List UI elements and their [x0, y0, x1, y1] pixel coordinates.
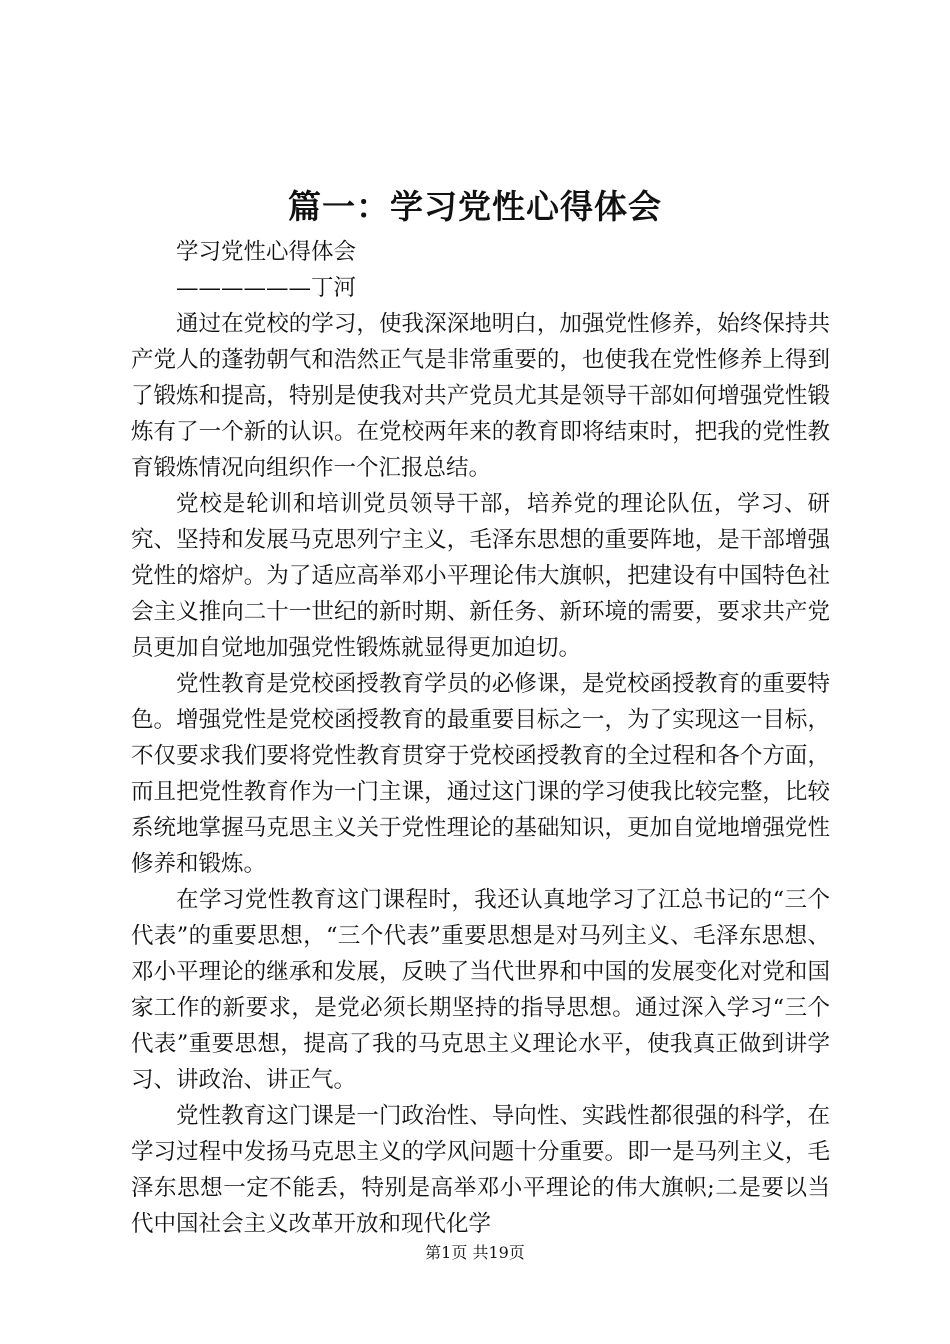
subtitle: 学习党性心得体会	[176, 239, 357, 265]
paragraph-3: 党性教育是党校函授教育学员的必修课，是党校函授教育的重要特色。增强党性是党校函授教育的最重要目标之一，为了实现这一目标，不仅要求我们要将党性教育贯穿于党校函授教育的全过程和各个方面，而且把党性教育作为一门主课，通过这门课的学习使我比较完整，比较系统地掌握马克思主义关于党性理论的基础知识，更加自觉地增强党性修养和锻炼。	[131, 671, 830, 877]
paragraph-1: 通过在党校的学习，使我深深地明白，加强党性修养，始终保持共产党人的蓬勃朝气和浩然正气是非常重要的，也使我在党性修养上得到了锻炼和提高，特别是使我对共产党员尤其是领导干部如何增强党性锻炼有了一个新的认识。在党校两年来的教育即将结束时，把我的党性教育锻炼情况向组织作一个汇报总结。	[131, 311, 830, 481]
page-footer: 第1页 共19页	[425, 1243, 525, 1262]
document-body	[131, 234, 830, 1242]
paragraph-2: 党校是轮训和培训党员领导干部，培养党的理论队伍，学习、研究、坚持和发展马克思列宁主义，毛泽东思想的重要阵地，是干部增强党性的熔炉。为了适应高举邓小平理论伟大旗帜，把建设有中国特色社会主义推向二十一世纪的新时期、新任务、新环境的需要，要求共产党员更加自觉地加强党性锻炼就显得更加迫切。	[131, 491, 830, 661]
document-title: 篇一：学习党性心得体会	[288, 187, 662, 226]
paragraph-4: 在学习党性教育这门课程时，我还认真地学习了江总书记的“三个代表”的重要思想，“三个代表”重要思想是对马列主义、毛泽东思想、邓小平理论的继承和发展，反映了当代世界和中国的发展变化对党和国家工作的新要求，是党必须长期坚持的指导思想。通过深入学习“三个代表”重要思想，提高了我的马克思主义理论水平，使我真正做到讲学习、讲政治、讲正气。	[131, 887, 830, 1093]
paragraph-5: 党性教育这门课是一门政治性、导向性、实践性都很强的科学，在学习过程中发扬马克思主义的学风问题十分重要。即一是马列主义，毛泽东思想一定不能丢，特别是高举邓小平理论的伟大旗帜;二是要以当代中国社会主义改革开放和现代化学	[131, 1103, 830, 1237]
author-line: ——————丁河	[176, 275, 357, 301]
